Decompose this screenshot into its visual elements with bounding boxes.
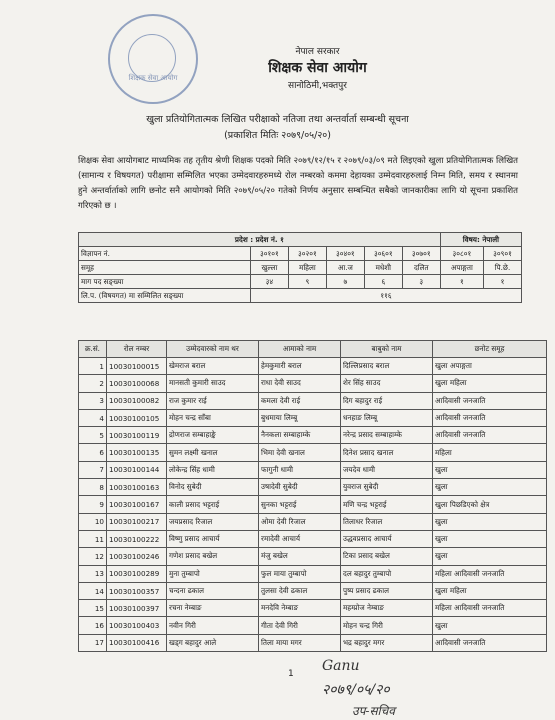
table-cell: 10030100135: [107, 444, 167, 461]
table-cell: 10030100289: [107, 565, 167, 582]
table-cell: तिला माया मगर: [259, 634, 341, 651]
table-cell: 10030100217: [107, 513, 167, 530]
table-cell: 1: [79, 358, 107, 375]
table-cell: 4: [79, 409, 107, 426]
table-cell: 9: [79, 496, 107, 513]
header-address: सानोठिमी,भक्तपुर: [288, 81, 347, 91]
subject-label: विषय: नेपाली: [440, 233, 521, 247]
table-cell: 10030100167: [107, 496, 167, 513]
table-cell: 16: [79, 617, 107, 634]
table-cell: 3: [79, 392, 107, 409]
table-cell: तिलाधर रिजाल: [341, 513, 433, 530]
table-cell: मनदेवि नेम्बाङ: [259, 600, 341, 617]
summary-cell: दलित: [402, 261, 440, 275]
table-cell: उद्धवप्रसाद आचार्य: [341, 530, 433, 547]
table-row: [79, 548, 547, 565]
table-cell: फागुनी धामी: [259, 461, 341, 478]
column-header: बाबुको नाम: [341, 341, 433, 358]
table-cell: 10030100163: [107, 479, 167, 496]
summary-cell: ९: [288, 275, 326, 289]
summary-cell: मधेशी: [364, 261, 402, 275]
table-cell: खुला पिछडिएको क्षेत्र: [433, 496, 547, 513]
table-cell: उषादेवी सुबेदी: [259, 479, 341, 496]
table-cell: गणेश प्रसाद बखेल: [167, 548, 259, 565]
table-cell: 8: [79, 479, 107, 496]
table-cell: मोहन चन्द्र गिरी: [341, 617, 433, 634]
table-cell: 10030100082: [107, 392, 167, 409]
row-label: समूह: [79, 261, 251, 275]
table-cell: 10030100246: [107, 548, 167, 565]
row-label: लि.प. (विषयगत) मा सम्मिलित सङ्ख्या: [79, 289, 251, 303]
table-cell: बुधमाया लिम्बू: [259, 409, 341, 426]
table-cell: टिका प्रसाद बखेल: [341, 548, 433, 565]
table-cell: खुला: [433, 617, 547, 634]
summary-cell: ३०८०१: [440, 247, 483, 261]
table-cell: फुल माया तुम्बापो: [259, 565, 341, 582]
table-cell: हेमकुमारी बराल: [259, 358, 341, 375]
table-cell: मोहन चन्द्र साँबा: [167, 409, 259, 426]
table-cell: दिनेश प्रसाद खनाल: [341, 444, 433, 461]
column-header: छनोट समूह: [433, 341, 547, 358]
table-cell: 15: [79, 600, 107, 617]
notice-subject: खुला प्रतियोगितात्मक लिखित परीक्षाको नतिजा तथा अन्तर्वार्ता सम्बन्धी सूचना: [146, 114, 409, 125]
column-header: आमाको नाम: [259, 341, 341, 358]
table-cell: विनोद सुबेदी: [167, 479, 259, 496]
summary-cell: ३०२०१: [288, 247, 326, 261]
table-cell: रचना नेम्बाङ: [167, 600, 259, 617]
table-cell: जयदेव धामी: [341, 461, 433, 478]
summary-cell: अपाङ्गता: [440, 261, 483, 275]
table-cell: भद्र बहादुर मगर: [341, 634, 433, 651]
notice-paragraph: शिक्षक सेवा आयोगबाट माध्यमिक तह तृतीय श्रेणी शिक्षक पदको मिति २०७९/१२/१५ र २०७९/०३/०९ मते लिइएको खुला प्रतियोगितात्मक लिखित (सामान्य र विषयगत) परीक्षामा सम्मिलित भएका उम्मेदवारहरुमध्ये रोल नम्बरको कममा देहायका उम्मेदवारहरुलाई निम्न मिति, समय र स्थानमा हुने अन्तर्वार्ताको लागि छनोट सनै आयोगको मिति २०७९/०५/२० गतेको निर्णय अनुसार सम्बन्धित सबैको जानकारीका लागि यो सूचना प्रकाशित गरिएको छ ।: [78, 156, 518, 211]
table-cell: शेर सिंह साउद: [341, 375, 433, 392]
table-cell: चन्दना ढकाल: [167, 582, 259, 599]
table-cell: 12: [79, 548, 107, 565]
table-cell: द्रोणराज सम्बाहाङ्के: [167, 427, 259, 444]
table-cell: नरेन्द्र प्रसाद सम्बाहाम्के: [341, 427, 433, 444]
table-cell: 10030100403: [107, 617, 167, 634]
table-row: [79, 375, 547, 392]
table-cell: भिमा देवी खनाल: [259, 444, 341, 461]
table-cell: दिग बहादुर राई: [341, 392, 433, 409]
total-candidates: ११६: [250, 289, 521, 303]
table-row: [79, 600, 547, 617]
table-cell: रमादेवी आचार्य: [259, 530, 341, 547]
table-row: [79, 582, 547, 599]
summary-cell: ७: [326, 275, 364, 289]
table-cell: खुला: [433, 548, 547, 565]
table-cell: नैनकला सम्बाहाम्के: [259, 427, 341, 444]
table-cell: खुला: [433, 461, 547, 478]
table-cell: खेमराज बराल: [167, 358, 259, 375]
table-cell: खड्ग बहादुर आले: [167, 634, 259, 651]
table-cell: मानसती कुमारी साउद: [167, 375, 259, 392]
table-cell: 10030100015: [107, 358, 167, 375]
table-cell: दल बहादुर तुम्बापो: [341, 565, 433, 582]
table-cell: 10030100068: [107, 375, 167, 392]
header-government: नेपाल सरकार: [295, 47, 340, 57]
page-number: 1: [288, 669, 294, 679]
table-cell: खुला: [433, 479, 547, 496]
table-row: [79, 358, 547, 375]
table-cell: लोकेन्द्र सिंह धामी: [167, 461, 259, 478]
table-cell: विष्णु प्रसाद आचार्य: [167, 530, 259, 547]
table-cell: नवीन गिरी: [167, 617, 259, 634]
table-cell: सुमन लक्ष्मी खनाल: [167, 444, 259, 461]
table-row: [79, 409, 547, 426]
summary-table: [78, 232, 522, 303]
table-cell: 10030100105: [107, 409, 167, 426]
table-row: [79, 496, 547, 513]
summary-cell: १: [483, 275, 521, 289]
table-cell: खुला: [433, 513, 547, 530]
table-cell: जयप्रसाद रिजाल: [167, 513, 259, 530]
table-cell: राधा देवी साउद: [259, 375, 341, 392]
table-cell: खुला महिला: [433, 582, 547, 599]
table-cell: 10030100119: [107, 427, 167, 444]
table-cell: 6: [79, 444, 107, 461]
table-cell: धनहाङ लिम्बू: [341, 409, 433, 426]
table-row: [79, 565, 547, 582]
province-label: प्रदेश : प्रदेश नं. १: [79, 233, 441, 247]
table-cell: 10030100397: [107, 600, 167, 617]
summary-cell: खुल्ला: [250, 261, 288, 275]
table-cell: महिला आदिवासी जनजाति: [433, 600, 547, 617]
table-row: [79, 392, 547, 409]
column-header: उम्मेदवारको नाम थर: [167, 341, 259, 358]
table-cell: 10030100144: [107, 461, 167, 478]
table-row: [79, 530, 547, 547]
stamp-text: शिक्षक सेवा आयोग: [128, 74, 178, 82]
summary-cell: ३०४०१: [326, 247, 364, 261]
row-label: विज्ञापन नं.: [79, 247, 251, 261]
table-cell: आदिवासी जनजाति: [433, 392, 547, 409]
table-cell: युवराज सुबेदी: [341, 479, 433, 496]
table-cell: मुना तुम्बापो: [167, 565, 259, 582]
table-cell: महिला आदिवासी जनजाति: [433, 565, 547, 582]
signature-mark: Ganu: [322, 658, 360, 674]
summary-cell: ३: [402, 275, 440, 289]
table-row: [79, 617, 547, 634]
table-cell: आदिवासी जनजाति: [433, 427, 547, 444]
table-cell: महिला: [433, 444, 547, 461]
table-cell: 13: [79, 565, 107, 582]
publication-date: (प्रकाशित मितिः २०७९/०५/२०): [224, 130, 331, 141]
table-row: [79, 461, 547, 478]
summary-cell: १: [440, 275, 483, 289]
column-header: रोल नम्बर: [107, 341, 167, 358]
table-cell: काली प्रसाद भट्टराई: [167, 496, 259, 513]
table-cell: गीता देवी गिरी: [259, 617, 341, 634]
summary-cell: ३०९०१: [483, 247, 521, 261]
table-cell: पुष्प प्रसाद ढकाल: [341, 582, 433, 599]
table-cell: आदिवासी जनजाति: [433, 634, 547, 651]
candidate-list-table: [78, 340, 547, 652]
table-cell: 2: [79, 375, 107, 392]
summary-cell: ६: [364, 275, 402, 289]
summary-cell: ३४: [250, 275, 288, 289]
table-cell: 10030100416: [107, 634, 167, 651]
table-cell: मणि चन्द्र भट्टराई: [341, 496, 433, 513]
summary-cell: पि.छे.: [483, 261, 521, 275]
table-cell: खुला: [433, 530, 547, 547]
table-row: [79, 513, 547, 530]
table-row: [79, 479, 547, 496]
table-cell: राज कुमार राई: [167, 392, 259, 409]
header-commission: शिक्षक सेवा आयोग: [268, 60, 367, 76]
table-cell: 10030100222: [107, 530, 167, 547]
table-cell: मंजु बखेल: [259, 548, 341, 565]
table-row: [79, 427, 547, 444]
table-cell: तुलसा देवी ढकाल: [259, 582, 341, 599]
table-cell: 14: [79, 582, 107, 599]
table-cell: 5: [79, 427, 107, 444]
table-cell: 10: [79, 513, 107, 530]
table-cell: 7: [79, 461, 107, 478]
table-cell: 11: [79, 530, 107, 547]
signature-title: उप-सचिव: [352, 704, 395, 718]
table-cell: ओमा देवी रिजाल: [259, 513, 341, 530]
table-cell: 17: [79, 634, 107, 651]
table-row: [79, 444, 547, 461]
table-cell: कमला देवी राई: [259, 392, 341, 409]
row-label: माग पद सङ्ख्या: [79, 275, 251, 289]
table-cell: आदिवासी जनजाति: [433, 409, 547, 426]
summary-cell: ३०१०१: [250, 247, 288, 261]
table-cell: खुला महिला: [433, 375, 547, 392]
summary-cell: ३०७०१: [402, 247, 440, 261]
summary-cell: आ.ज: [326, 261, 364, 275]
table-cell: खुला अपाङ्गता: [433, 358, 547, 375]
table-cell: सुनका भट्टराई: [259, 496, 341, 513]
signature-date: २०७९/०५/२०: [322, 682, 390, 698]
column-header: क्र.सं.: [79, 341, 107, 358]
summary-cell: महिला: [288, 261, 326, 275]
table-cell: महम्प्रोज नेम्बाङ: [341, 600, 433, 617]
table-cell: दिल्लिप्रसाद बराल: [341, 358, 433, 375]
table-cell: 10030100357: [107, 582, 167, 599]
table-row: [79, 634, 547, 651]
summary-cell: ३०६०१: [364, 247, 402, 261]
